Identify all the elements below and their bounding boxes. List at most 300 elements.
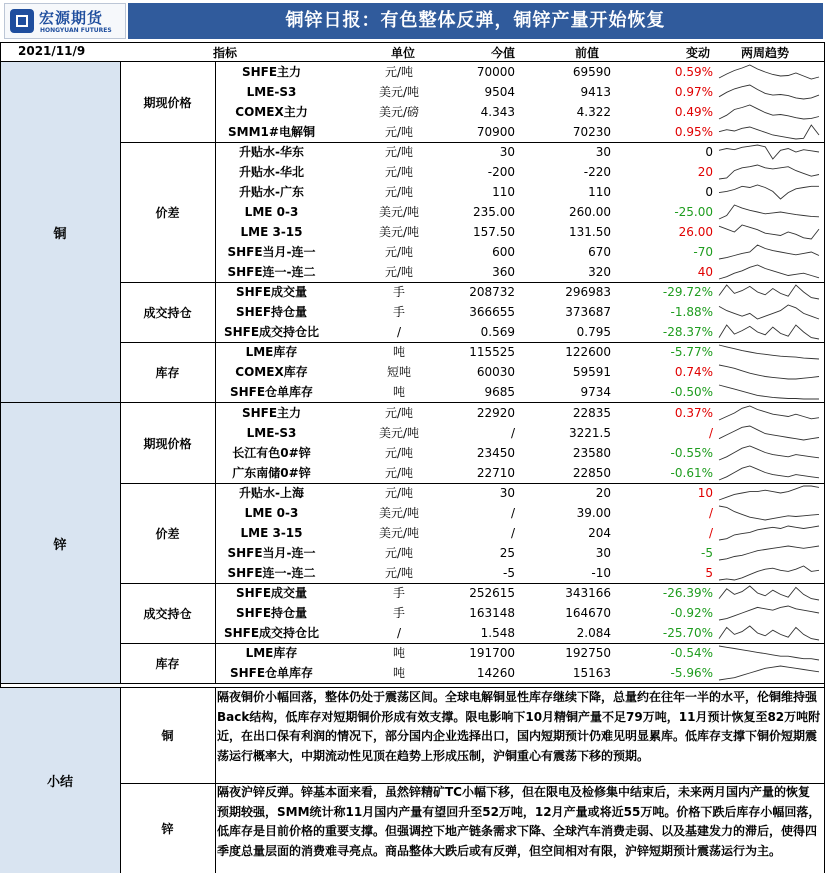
indicator-name: COMEX库存 — [235, 365, 308, 379]
sparkline-line — [719, 245, 819, 259]
previous-value: -220 — [583, 165, 611, 179]
indicator-name: LME 3-15 — [240, 526, 303, 540]
table-row — [215, 322, 825, 342]
indicator-name: 长江有色0#锌 — [232, 446, 311, 460]
trend-sparkline — [717, 222, 823, 242]
current-value: 9685 — [484, 385, 515, 399]
indicator-name: 升贴水-广东 — [239, 185, 304, 199]
table-row — [215, 182, 825, 202]
change-value: 0 — [705, 145, 713, 159]
change-value: -0.92% — [670, 606, 713, 620]
trend-sparkline — [717, 82, 823, 102]
table-row — [215, 483, 825, 503]
current-value: 191700 — [469, 646, 515, 660]
summary-copper-label: 铜 — [161, 729, 174, 743]
table-row — [215, 362, 825, 382]
sparkline-line — [719, 265, 819, 279]
table-row — [215, 382, 825, 402]
sparkline-chart — [717, 663, 821, 683]
unit-cell: 元/吨 — [384, 566, 414, 580]
sparkline-chart — [717, 403, 821, 423]
summary-zinc-text: 隔夜沪锌反弹。锌基本面来看，虽然锌精矿TC小幅下移，但在限电及检修集中结束后，未来两月国内产量的恢复预期较强，SMM统计称11月国内产量有望回升至52万吨，12月产量或将近55万吨。价格下跌后库存小幅回落，低库存是目前价格的重要支撑。但强调控下地产链条需求下降、全球汽车消费走弱、以及基建发力的滞后，使得四季度总量层面的消费难寻亮点。商品整体大跌后或有反弹，但空间相对有限，沪锌短期预计震荡运行为主。 — [217, 785, 821, 858]
current-value: 157.50 — [473, 225, 515, 239]
previous-value: 131.50 — [569, 225, 611, 239]
current-value: 1.548 — [480, 626, 515, 640]
logo-icon — [10, 9, 34, 33]
current-value: 600 — [492, 245, 515, 259]
change-value: 0.97% — [674, 85, 713, 99]
trend-sparkline — [717, 523, 823, 543]
sparkline-chart — [717, 182, 821, 202]
current-value: 22710 — [476, 466, 515, 480]
sparkline-chart — [717, 202, 821, 222]
trend-sparkline — [717, 302, 823, 322]
sparkline-line — [719, 486, 819, 500]
table-row — [215, 523, 825, 543]
table-row — [215, 142, 825, 162]
unit-cell: 元/吨 — [384, 185, 414, 199]
change-value: 26.00 — [678, 225, 713, 239]
indicator-name: SHFE主力 — [241, 406, 302, 420]
indicator-name: SHFE连一-连二 — [227, 566, 316, 580]
unit-cell: 美元/吨 — [378, 426, 420, 440]
trend-sparkline — [717, 603, 823, 623]
unit-cell: 元/吨 — [384, 245, 414, 259]
current-value: 208732 — [469, 285, 515, 299]
change-value: -5.77% — [670, 345, 713, 359]
summary-copper-text: 隔夜铜价小幅回落，整体仍处于震荡区间。全球电解铜显性库存继续下降，总量约在往年一半的水平，伦铜维持强Back结构，低库存对短期铜价形成有效支撑。限电影响下10月精铜产量不足79万吨，11月预计恢复至82万吨附近，在出口保有利润的情况下，部分国内企业选择出口，国内短期预计仍难见明显累库。低库存支撑下铜价短期震荡运行概率大，中期流动性见顶在趋势上形成压制，沪铜重心有震荡下移的预期。 — [217, 690, 821, 763]
sparkline-line — [719, 105, 819, 119]
trend-sparkline — [717, 563, 823, 583]
table-row — [215, 603, 825, 623]
trend-sparkline — [717, 122, 823, 142]
sparkline-line — [719, 626, 819, 640]
trend-sparkline — [717, 403, 823, 423]
sparkline-chart — [717, 142, 821, 162]
sparkline-line — [719, 426, 819, 440]
group-label: 期现价格 — [143, 95, 192, 110]
unit-cell: 短吨 — [386, 365, 411, 379]
change-value: -28.37% — [662, 325, 713, 339]
previous-value: 39.00 — [576, 506, 611, 520]
indicator-name: LME库存 — [245, 646, 298, 660]
column-header-row — [0, 42, 825, 62]
sparkline-line — [719, 385, 819, 399]
current-value: 0.569 — [480, 325, 515, 339]
current-value: 30 — [499, 145, 515, 159]
group-label: 期现价格 — [143, 436, 192, 451]
unit-cell: 美元/吨 — [378, 506, 420, 520]
sparkline-chart — [717, 102, 821, 122]
previous-value: 204 — [588, 526, 611, 540]
summary-zinc-label: 锌 — [161, 821, 174, 836]
unit-cell: 元/吨 — [384, 486, 414, 500]
current-value: 60030 — [476, 365, 515, 379]
unit-cell: 手 — [392, 606, 405, 620]
current-value: 235.00 — [473, 205, 515, 219]
sparkline-chart — [717, 503, 821, 523]
sparkline-line — [719, 325, 819, 339]
indicator-name: LME库存 — [245, 345, 298, 359]
indicator-name: SHFE当月-连一 — [227, 546, 316, 560]
column-divider — [120, 62, 121, 402]
current-value: -5 — [503, 566, 515, 580]
trend-sparkline — [717, 623, 823, 643]
indicator-name: LME 0-3 — [244, 205, 299, 219]
trend-sparkline — [717, 543, 823, 563]
previous-value: 343166 — [565, 586, 611, 600]
summary-divider — [0, 687, 825, 688]
indicator-name: SHFE仓单库存 — [229, 666, 314, 680]
trend-sparkline — [717, 282, 823, 302]
indicator-name: SHFE成交持仓比 — [223, 325, 320, 339]
previous-value: 320 — [588, 265, 611, 279]
current-value: 4.343 — [480, 105, 515, 119]
sparkline-line — [719, 365, 819, 379]
sparkline-line — [719, 165, 819, 179]
table-row — [215, 302, 825, 322]
trend-sparkline — [717, 643, 823, 663]
unit-cell: 元/吨 — [384, 165, 414, 179]
current-value: 163148 — [469, 606, 515, 620]
previous-value: 373687 — [565, 305, 611, 319]
current-value: -200 — [487, 165, 515, 179]
indicator-name: SHFE仓单库存 — [229, 385, 314, 399]
unit-cell: 手 — [392, 305, 405, 319]
current-value: 23450 — [476, 446, 515, 460]
unit-cell: 元/吨 — [384, 546, 414, 560]
trend-sparkline — [717, 242, 823, 262]
table-row — [215, 563, 825, 583]
previous-value: 30 — [595, 145, 611, 159]
trend-sparkline — [717, 342, 823, 362]
table-row — [215, 222, 825, 242]
previous-value: 192750 — [565, 646, 611, 660]
sparkline-chart — [717, 82, 821, 102]
change-value: / — [708, 526, 713, 540]
current-value: / — [510, 426, 515, 440]
change-value: -1.88% — [670, 305, 713, 319]
indicator-name: LME-S3 — [246, 85, 297, 99]
current-value: 115525 — [469, 345, 515, 359]
previous-value: 30 — [595, 546, 611, 560]
change-value: 0 — [705, 185, 713, 199]
sparkline-chart — [717, 62, 821, 82]
sparkline-chart — [717, 362, 821, 382]
indicator-name: 升贴水-上海 — [239, 486, 304, 500]
sparkline-chart — [717, 222, 821, 242]
summary-label: 小结 — [0, 688, 120, 873]
change-value: 20 — [697, 165, 713, 179]
previous-value: 69590 — [572, 65, 611, 79]
sparkline-line — [719, 65, 819, 79]
trend-sparkline — [717, 262, 823, 282]
sparkline-line — [719, 225, 819, 239]
sparkline-chart — [717, 242, 821, 262]
indicator-name: 升贴水-华北 — [239, 165, 304, 179]
change-value: 0.59% — [674, 65, 713, 79]
change-value: -5.96% — [670, 666, 713, 680]
trend-sparkline — [717, 102, 823, 122]
previous-value: 3221.5 — [569, 426, 611, 440]
table-row — [215, 202, 825, 222]
trend-sparkline — [717, 423, 823, 443]
change-value: 0.37% — [674, 406, 713, 420]
sparkline-chart — [717, 282, 821, 302]
indicator-name: SHFE连一-连二 — [227, 265, 316, 279]
change-value: -25.00 — [674, 205, 713, 219]
indicator-name: SHFE当月-连一 — [227, 245, 316, 259]
table-row — [215, 242, 825, 262]
change-value: / — [708, 506, 713, 520]
change-value: / — [708, 426, 713, 440]
sparkline-line — [719, 586, 819, 600]
company-logo — [4, 3, 126, 39]
unit-cell: 美元/吨 — [378, 526, 420, 540]
change-value: -29.72% — [662, 285, 713, 299]
sparkline-chart — [717, 583, 821, 603]
unit-cell: 美元/磅 — [378, 105, 420, 119]
previous-value: 15163 — [572, 666, 611, 680]
unit-cell: 美元/吨 — [378, 85, 420, 99]
unit-cell: 元/吨 — [384, 446, 414, 460]
sparkline-line — [719, 305, 819, 319]
current-value: 70000 — [476, 65, 515, 79]
column-previous: 前值 — [575, 46, 600, 60]
previous-value: 260.00 — [569, 205, 611, 219]
change-value: 10 — [697, 486, 713, 500]
indicator-name: 升贴水-华东 — [239, 145, 304, 159]
sparkline-chart — [717, 302, 821, 322]
group-label: 价差 — [155, 526, 180, 541]
indicator-name: COMEX主力 — [235, 105, 308, 119]
table-row — [215, 282, 825, 302]
trend-sparkline — [717, 362, 823, 382]
indicator-name: SHFE成交量 — [235, 285, 308, 299]
column-current: 今值 — [491, 46, 516, 60]
category-label: 铜 — [0, 62, 120, 402]
previous-value: 22835 — [572, 406, 611, 420]
sparkline-line — [719, 606, 819, 620]
sparkline-line — [719, 566, 819, 580]
sparkline-line — [719, 406, 819, 420]
current-value: 70900 — [476, 125, 515, 139]
group-label: 成交持仓 — [143, 305, 192, 320]
table-row — [215, 463, 825, 483]
sparkline-line — [719, 546, 819, 560]
unit-cell: 元/吨 — [384, 406, 414, 420]
sparkline-chart — [717, 603, 821, 623]
indicator-name: SHFE持仓量 — [235, 606, 308, 620]
change-value: 40 — [697, 265, 713, 279]
logo-text-en: HONGYUAN FUTURES — [40, 27, 112, 34]
trend-sparkline — [717, 583, 823, 603]
indicator-name: LME-S3 — [246, 426, 297, 440]
change-value: -0.55% — [670, 446, 713, 460]
sparkline-line — [719, 145, 819, 159]
current-value: / — [510, 526, 515, 540]
previous-value: 23580 — [572, 446, 611, 460]
group-label: 成交持仓 — [143, 606, 192, 621]
unit-cell: 吨 — [392, 666, 405, 680]
sparkline-chart — [717, 162, 821, 182]
trend-sparkline — [717, 663, 823, 683]
table-row — [215, 623, 825, 643]
unit-cell: 元/吨 — [384, 65, 414, 79]
trend-sparkline — [717, 182, 823, 202]
column-divider — [215, 62, 216, 402]
trend-sparkline — [717, 62, 823, 82]
unit-cell: 吨 — [392, 345, 405, 359]
sparkline-chart — [717, 563, 821, 583]
indicator-name: SHFE成交量 — [235, 586, 308, 600]
column-divider — [120, 403, 121, 683]
sparkline-line — [719, 285, 819, 299]
trend-sparkline — [717, 142, 823, 162]
sparkline-chart — [717, 443, 821, 463]
sparkline-chart — [717, 483, 821, 503]
indicator-name: SHFE成交持仓比 — [223, 626, 320, 640]
summary-col-divider — [215, 688, 216, 873]
category-label: 锌 — [0, 403, 120, 683]
table-row — [215, 543, 825, 563]
previous-value: 0.795 — [576, 325, 611, 339]
group-label: 库存 — [155, 656, 180, 671]
column-unit: 单位 — [391, 46, 416, 60]
current-value: 110 — [492, 185, 515, 199]
unit-cell: 元/吨 — [384, 466, 414, 480]
current-value: 252615 — [469, 586, 515, 600]
unit-cell: 美元/吨 — [378, 205, 420, 219]
unit-cell: 吨 — [392, 646, 405, 660]
sparkline-line — [719, 526, 819, 540]
unit-cell: / — [396, 325, 402, 339]
sparkline-chart — [717, 523, 821, 543]
sparkline-line — [719, 466, 819, 480]
trend-sparkline — [717, 382, 823, 402]
trend-sparkline — [717, 443, 823, 463]
indicator-name: SMM1#电解铜 — [228, 125, 315, 139]
table-row — [215, 102, 825, 122]
unit-cell: 美元/吨 — [378, 225, 420, 239]
unit-cell: 手 — [392, 586, 405, 600]
current-value: 22920 — [476, 406, 515, 420]
table-row — [215, 583, 825, 603]
trend-sparkline — [717, 463, 823, 483]
column-change: 变动 — [686, 46, 711, 60]
sparkline-line — [719, 646, 819, 660]
previous-value: -10 — [591, 566, 611, 580]
table-row — [215, 342, 825, 362]
table-row — [215, 423, 825, 443]
current-value: 14260 — [476, 666, 515, 680]
current-value: 9504 — [484, 85, 515, 99]
sparkline-chart — [717, 342, 821, 362]
trend-sparkline — [717, 503, 823, 523]
previous-value: 164670 — [565, 606, 611, 620]
report-header — [0, 0, 825, 42]
unit-cell: 吨 — [392, 385, 405, 399]
change-value: 5 — [705, 566, 713, 580]
current-value: 366655 — [469, 305, 515, 319]
change-value: 0.49% — [674, 105, 713, 119]
change-value: 0.95% — [674, 125, 713, 139]
previous-value: 20 — [595, 486, 611, 500]
previous-value: 122600 — [565, 345, 611, 359]
sparkline-chart — [717, 543, 821, 563]
unit-cell: 元/吨 — [384, 145, 414, 159]
trend-sparkline — [717, 202, 823, 222]
column-divider — [215, 403, 216, 683]
sparkline-chart — [717, 463, 821, 483]
sparkline-line — [719, 85, 819, 99]
change-value: 0.74% — [674, 365, 713, 379]
table-row — [215, 443, 825, 463]
trend-sparkline — [717, 483, 823, 503]
indicator-name: 广东南储0#锌 — [232, 466, 311, 480]
change-value: -0.54% — [670, 646, 713, 660]
current-value: 30 — [499, 486, 515, 500]
current-value: 25 — [499, 546, 515, 560]
change-value: -0.50% — [670, 385, 713, 399]
summary-col-divider — [120, 688, 121, 873]
table-row — [215, 643, 825, 663]
unit-cell: / — [396, 626, 402, 640]
report-date: 2021/11/9 — [18, 44, 86, 58]
previous-value: 9413 — [580, 85, 611, 99]
column-trend: 两周趋势 — [741, 46, 790, 60]
table-row — [215, 663, 825, 683]
sparkline-line — [719, 205, 819, 219]
sparkline-chart — [717, 122, 821, 142]
sparkline-chart — [717, 262, 821, 282]
table-row — [215, 82, 825, 102]
unit-cell: 元/吨 — [384, 265, 414, 279]
table-row — [215, 503, 825, 523]
current-value: 360 — [492, 265, 515, 279]
section-divider — [0, 683, 825, 684]
group-label: 价差 — [155, 205, 180, 220]
sparkline-line — [719, 125, 819, 139]
logo-text-cn: 宏源期货 — [39, 9, 104, 27]
sparkline-chart — [717, 423, 821, 443]
change-value: -5 — [701, 546, 713, 560]
sparkline-chart — [717, 623, 821, 643]
previous-value: 4.322 — [576, 105, 611, 119]
unit-cell: 手 — [392, 285, 405, 299]
group-label: 库存 — [155, 365, 180, 380]
previous-value: 296983 — [565, 285, 611, 299]
indicator-name: SHEF持仓量 — [235, 305, 308, 319]
table-row — [215, 262, 825, 282]
current-value: / — [510, 506, 515, 520]
table-row — [215, 162, 825, 182]
sparkline-line — [719, 666, 819, 680]
sparkline-chart — [717, 643, 821, 663]
indicator-name: LME 3-15 — [240, 225, 303, 239]
previous-value: 70230 — [572, 125, 611, 139]
sparkline-chart — [717, 382, 821, 402]
sparkline-line — [719, 446, 819, 460]
summary-row-divider — [120, 783, 825, 784]
change-value: -26.39% — [662, 586, 713, 600]
change-value: -0.61% — [670, 466, 713, 480]
change-value: -70 — [693, 245, 713, 259]
sparkline-line — [719, 185, 819, 199]
unit-cell: 元/吨 — [384, 125, 414, 139]
sparkline-line — [719, 506, 819, 520]
previous-value: 110 — [588, 185, 611, 199]
